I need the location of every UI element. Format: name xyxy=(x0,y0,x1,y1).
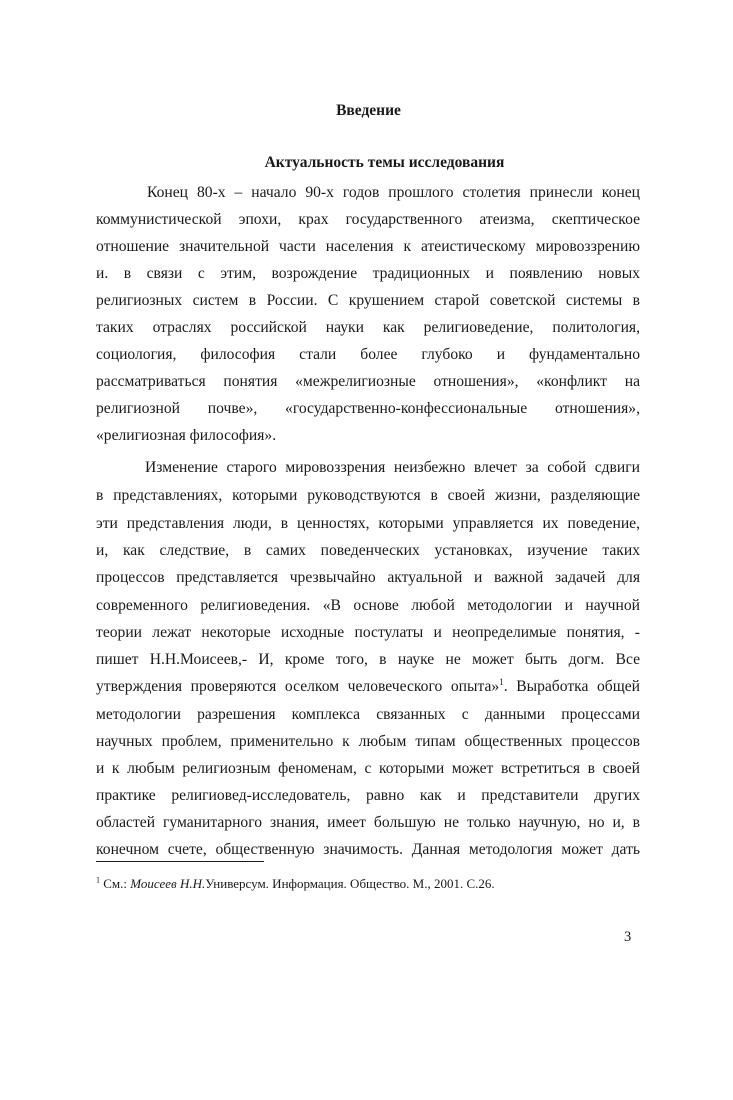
text-line: «религиозная философия». xyxy=(96,427,277,444)
text-line: эти представления люди, в ценностях, которыми управляется их поведение, xyxy=(96,515,640,532)
text-line: процессов представляется чрезвычайно актуальной и важной задачей для xyxy=(96,569,640,586)
text-line: практике религиовед-исследователь, равно как и представители других xyxy=(96,787,640,804)
footnote xyxy=(96,876,495,892)
text-line: научных проблем, применительно к любым типам общественных процессов xyxy=(96,733,640,750)
text-line: Изменение старого мировоззрения неизбежно влечет за собой сдвиги xyxy=(145,459,640,476)
text-line: в представлениях, которыми руководствуются в своей жизни, разделяющие xyxy=(96,487,640,504)
text-line: рассматриваться понятия «межрелигиозные отношения», «конфликт на xyxy=(96,373,640,390)
footnote-prefix: См.: xyxy=(103,876,131,891)
text-line-part: . Выработка общей xyxy=(503,678,640,695)
footnote-number: 1 xyxy=(96,875,100,885)
text-line: областей гуманитарного знания, имеет большую не только научную, но и, в xyxy=(96,814,640,831)
text-line: конечном счете, общественную значимость. Данная методология может дать xyxy=(96,841,640,858)
text-line: и, как следствие, в самих поведенческих установках, изучение таких xyxy=(96,542,640,559)
text-line: религиозных систем в России. С крушением старой советской системы в xyxy=(96,292,640,309)
text-line-with-footnote-ref xyxy=(96,677,640,697)
footnote-author: Моисеев Н.Н. xyxy=(130,876,206,891)
text-line: таких отраслях российской науки как религиоведение, политология, xyxy=(96,319,640,336)
text-line: современного религиоведения. «В основе любой методологии и научной xyxy=(96,597,640,614)
text-line: религиозной почве», «государственно-конфессиональные отношения», xyxy=(96,400,640,417)
text-line: методологии разрешения комплекса связанных с данными процессами xyxy=(96,706,640,723)
text-line: социология, философия стали более глубоко и фундаментально xyxy=(96,346,640,363)
text-line: пишет Н.Н.Моисеев,- И, кроме того, в науке не может быть догм. Все xyxy=(96,651,640,668)
text-line: теории лежат некоторые исходные постулаты и неопределимые понятия, - xyxy=(96,624,640,641)
section-heading: Актуальность темы исследования xyxy=(264,154,505,171)
page-number: 3 xyxy=(624,929,632,945)
page-title: Введение xyxy=(336,102,401,119)
text-line: коммунистической эпохи, крах государственного атеизма, скептическое xyxy=(96,211,640,228)
footnote-ref-marker: 1 xyxy=(499,676,504,687)
footnote-divider xyxy=(96,861,264,862)
text-line: Конец 80-х – начало 90-х годов прошлого столетия принесли конец xyxy=(147,184,640,201)
footnote-source: Универсум. Информация. Общество. М., 2001. С.26. xyxy=(205,876,495,891)
text-line: отношение значительной части населения к атеистическому мировоззрению xyxy=(96,238,640,255)
text-line: и. в связи с этим, возрождение традиционных и появлению новых xyxy=(96,265,640,282)
text-line: и к любым религиозным феноменам, с которыми может встретиться в своей xyxy=(96,760,640,777)
text-line-part: утверждения проверяются оселком человеческого опыта» xyxy=(96,678,500,695)
